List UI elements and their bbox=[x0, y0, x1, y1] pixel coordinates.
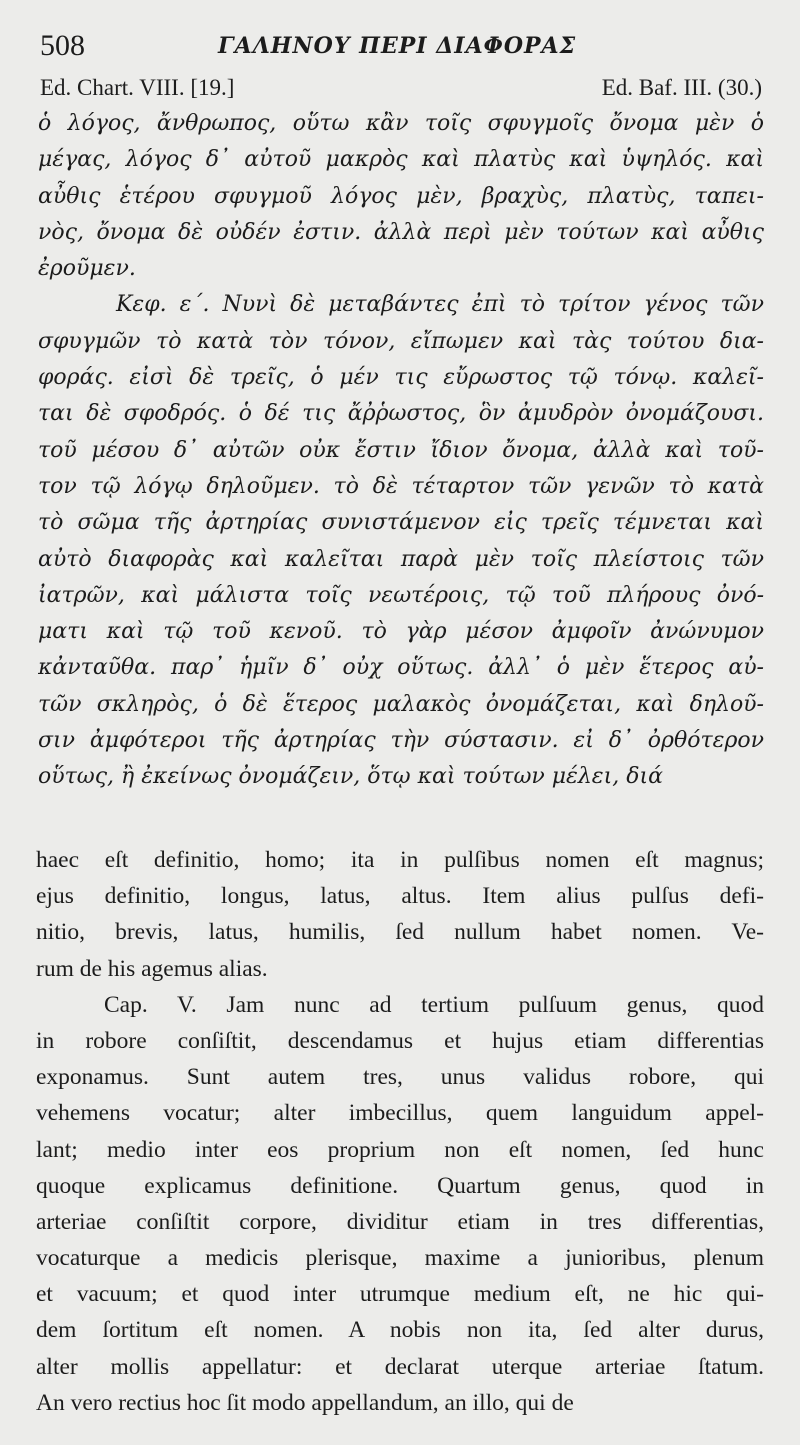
greek-text-column bbox=[38, 106, 764, 796]
text-line: ἐροῦμεν. bbox=[38, 256, 136, 282]
text-line: dem ſortitum eſt nomen. A nobis non ita, ſed alter durus, bbox=[36, 1317, 764, 1344]
text-line: nitio, brevis, latus, humilis, ſed nullum habet nomen. Ve- bbox=[36, 919, 764, 946]
text-line: haec eſt definitio, homo; ita in pulſibus nomen eſt magnus; bbox=[36, 847, 764, 873]
text-line: φοράς. εἰσὶ δὲ τρεῖς, ὁ μέν τις εὔρωστος τῷ τόνῳ. καλεῖ- bbox=[38, 365, 764, 391]
page-number: 508 bbox=[40, 29, 85, 62]
text-line: Κεφ. ε΄. Νυνὶ δὲ μεταβάντες ἐπὶ τὸ τρίτον γένος τῶν bbox=[116, 292, 764, 318]
text-line: σφυγμῶν τὸ κατὰ τὸν τόνον, εἴπωμεν καὶ τὰς τούτου δια- bbox=[38, 328, 764, 354]
text-line: κἀνταῦθα. παρ᾽ ἡμῖν δ᾽ οὐχ οὕτως. ἀλλ᾽ ὁ μὲν ἕτερος αὐ- bbox=[38, 655, 764, 681]
text-line: vehemens vocatur; alter imbecillus, quem languidum appel- bbox=[36, 1100, 764, 1127]
text-line: et vacuum; et quod inter utrumque medium eſt, ne hic qui- bbox=[36, 1281, 764, 1308]
text-line: rum de his agemus alias. bbox=[36, 955, 268, 982]
text-line: αὐτὸ διαφορὰς καὶ καλεῖται παρὰ μὲν τοῖς πλείστοις τῶν bbox=[38, 546, 764, 572]
text-line: μέγας, λόγος δ᾽ αὐτοῦ μακρὸς καὶ πλατὺς καὶ ὑψηλός. καὶ bbox=[38, 147, 764, 173]
text-line: τον τῷ λόγῳ δηλοῦμεν. τὸ δὲ τέταρτον τῶν γενῶν τὸ κατὰ bbox=[38, 473, 764, 499]
edition-basel-reference: Ed. Baf. III. (30.) bbox=[601, 75, 762, 100]
text-line: quoque explicamus definitione. Quartum genus, quod in bbox=[36, 1172, 764, 1199]
text-line: τοῦ μέσου δ᾽ αὐτῶν οὐκ ἔστιν ἴδιον ὄνομα, ἀλλὰ καὶ τοῦ- bbox=[38, 437, 764, 463]
text-line: ται δὲ σφοδρός. ὁ δέ τις ἄῤῥωστος, ὃν ἀμυδρὸν ὀνομάζουσι. bbox=[38, 401, 764, 427]
text-line: ματι καὶ τῷ τοῦ κενοῦ. τὸ γὰρ μέσον ἀμφοῖν ἀνώνυμον bbox=[38, 619, 764, 645]
text-line: An vero rectius hoc ſit modo appellandum, an illo, qui de bbox=[36, 1389, 574, 1416]
running-title: ΓΑΛΗΝΟΥ ΠΕΡΙ ΔΙΑΦΟΡΑΣ bbox=[218, 33, 577, 59]
text-line: σιν ἀμφότεροι τῆς ἀρτηρίας τὴν σύστασιν. εἰ δ᾽ ὀρθότερον bbox=[38, 728, 764, 754]
edition-chartier-reference: Ed. Chart. VIII. [19.] bbox=[40, 75, 235, 100]
running-head bbox=[40, 30, 762, 64]
text-line: τὸ σῶμα τῆς ἀρτηρίας συνιστάμενον εἰς τρεῖς τέμνεται καὶ bbox=[38, 510, 764, 536]
text-line: lant; medio inter eos proprium non eſt nomen, ſed hunc bbox=[36, 1136, 764, 1163]
text-line: νὸς, ὄνομα δὲ οὐδέν ἐστιν. ἀλλὰ περὶ μὲν τούτων καὶ αὖθις bbox=[38, 219, 764, 245]
text-line: τῶν σκληρὸς, ὁ δὲ ἕτερος μαλακὸς ὀνομάζεται, καὶ δηλοῦ- bbox=[38, 691, 764, 717]
text-line: ἰατρῶν, καὶ μάλιστα τοῖς νεωτέροις, τῷ τοῦ πλήρους ὀνό- bbox=[38, 582, 764, 608]
text-line: vocaturque a medicis plerisque, maxime a junioribus, plenum bbox=[36, 1245, 764, 1272]
latin-text-column bbox=[36, 842, 764, 1421]
text-line: alter mollis appellatur: et declarat uterque arteriae ſtatum. bbox=[36, 1353, 764, 1380]
text-line: ὁ λόγος, ἄνθρωπος, οὕτω κἂν τοῖς σφυγμοῖς ὄνομα μὲν ὁ bbox=[38, 111, 764, 136]
text-line: ejus definitio, longus, latus, altus. Item alius pulſus defi- bbox=[36, 883, 764, 910]
text-line: arteriae conſiſtit corpore, dividitur etiam in tres differentias, bbox=[36, 1208, 764, 1235]
edition-references bbox=[40, 74, 762, 102]
text-line: οὕτως, ἢ ἐκείνως ὀνομάζειν, ὅτῳ καὶ τούτων μέλει, διά bbox=[38, 764, 663, 790]
text-line: exponamus. Sunt autem tres, unus validus robore, qui bbox=[36, 1064, 764, 1091]
text-line: αὖθις ἑτέρου σφυγμοῦ λόγος μὲν, βραχὺς, πλατὺς, ταπει- bbox=[38, 183, 764, 209]
text-line: in robore conſiſtit, descendamus et hujus etiam differentias bbox=[36, 1027, 764, 1054]
text-line: Cap. V. Jam nunc ad tertium pulſuum genus, quod bbox=[104, 991, 764, 1018]
